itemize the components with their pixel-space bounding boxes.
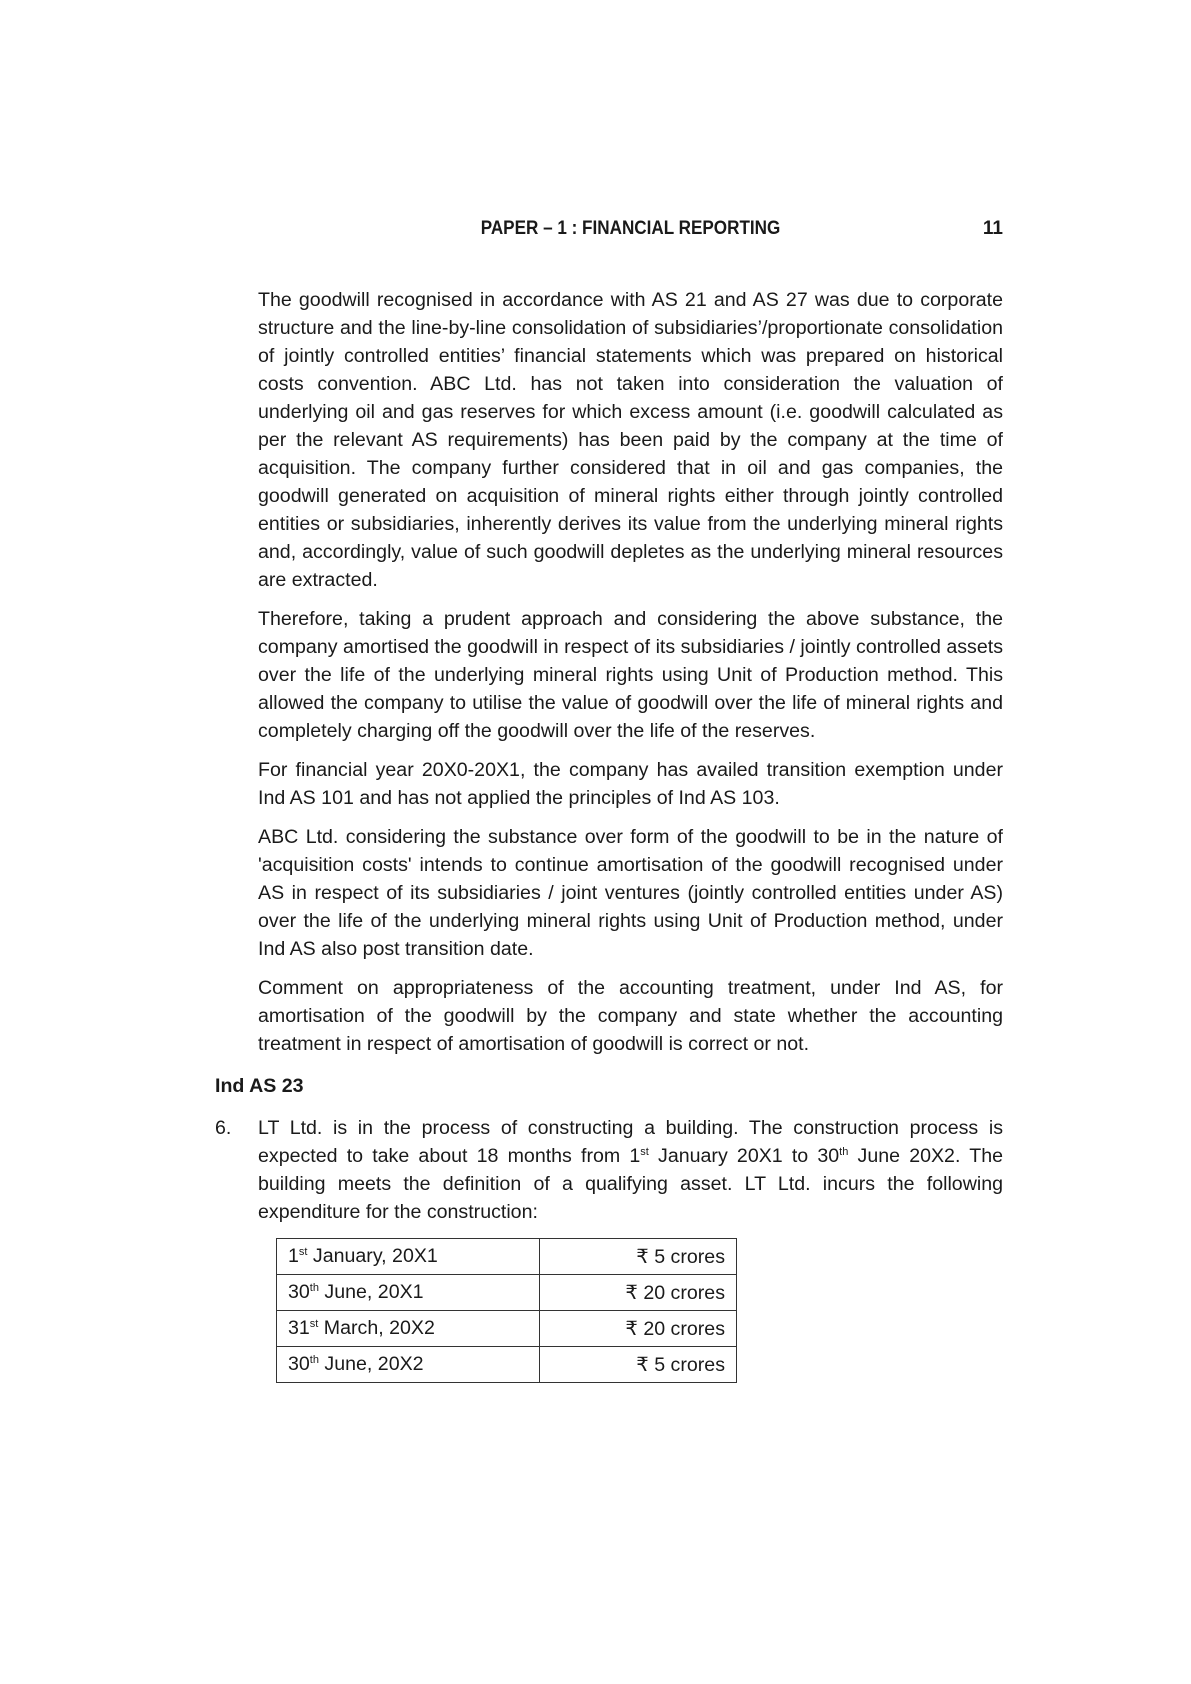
table-row: [277, 1311, 737, 1347]
section-heading: Ind AS 23: [215, 1075, 304, 1097]
date-cell: 1st January, 20X1: [277, 1239, 540, 1275]
question-text: LT Ltd. is in the process of constructing a building. The construction process is expected to take about 18 months from 1st January 20X1 to 30th June 20X2. The building meets the definition of a qualifying asset. LT Ltd. incurs the following expenditure for the construction:: [258, 1117, 1003, 1223]
date-cell: 31st March, 20X2: [277, 1311, 540, 1347]
page-header: [258, 218, 1003, 246]
page-number: 11: [982, 218, 1003, 239]
question-block: [215, 1114, 1003, 1226]
paragraph: For financial year 20X0-20X1, the company has availed transition exemption under Ind AS 101 and has not applied the principles of Ind AS 103.: [258, 759, 1003, 809]
paragraph: ABC Ltd. considering the substance over form of the goodwill to be in the nature of 'acquisition costs' intends to continue amortisation of the goodwill recognised under AS in respect of its subsidiaries / joint ventures (jointly controlled entities under AS) over the life of the underlying mineral rights using Unit of Production method, under Ind AS also post transition date.: [258, 826, 1003, 960]
amount-cell: ₹ 20 crores: [540, 1311, 737, 1347]
body-text: [258, 286, 1003, 1069]
amount-cell: ₹ 5 crores: [540, 1239, 737, 1275]
header-title: PAPER – 1 : FINANCIAL REPORTING: [480, 218, 781, 239]
table-row: [277, 1347, 737, 1383]
paragraph: Comment on appropriateness of the accounting treatment, under Ind AS, for amortisation of the goodwill by the company and state whether the accounting treatment in respect of amortisation of goodwill is correct or not.: [258, 977, 1003, 1055]
table-row: [277, 1275, 737, 1311]
table-row: [277, 1239, 737, 1275]
paragraph: Therefore, taking a prudent approach and considering the above substance, the company amortised the goodwill in respect of its subsidiaries / jointly controlled assets over the life of the underlying mineral rights using Unit of Production method. This allowed the company to utilise the value of goodwill over the life of mineral rights and completely charging off the goodwill over the life of the reserves.: [258, 608, 1003, 742]
paragraph: The goodwill recognised in accordance with AS 21 and AS 27 was due to corporate structure and the line-by-line consolidation of subsidiaries’/proportionate consolidation of jointly controlled entities’ financial statements which was prepared on historical costs convention. ABC Ltd. has not taken into consideration the valuation of underlying oil and gas reserves for which excess amount (i.e. goodwill calculated as per the relevant AS requirements) has been paid by the company at the time of acquisition. The company further considered that in oil and gas companies, the goodwill generated on acquisition of mineral rights either through jointly controlled entities or subsidiaries, inherently derives its value from the underlying mineral rights and, accordingly, value of such goodwill depletes as the underlying mineral resources are extracted.: [258, 289, 1003, 591]
date-cell: 30th June, 20X1: [277, 1275, 540, 1311]
amount-cell: ₹ 5 crores: [540, 1347, 737, 1383]
expenditure-table: [276, 1238, 737, 1383]
amount-cell: ₹ 20 crores: [540, 1275, 737, 1311]
question-number: 6.: [215, 1117, 232, 1139]
date-cell: 30th June, 20X2: [277, 1347, 540, 1383]
